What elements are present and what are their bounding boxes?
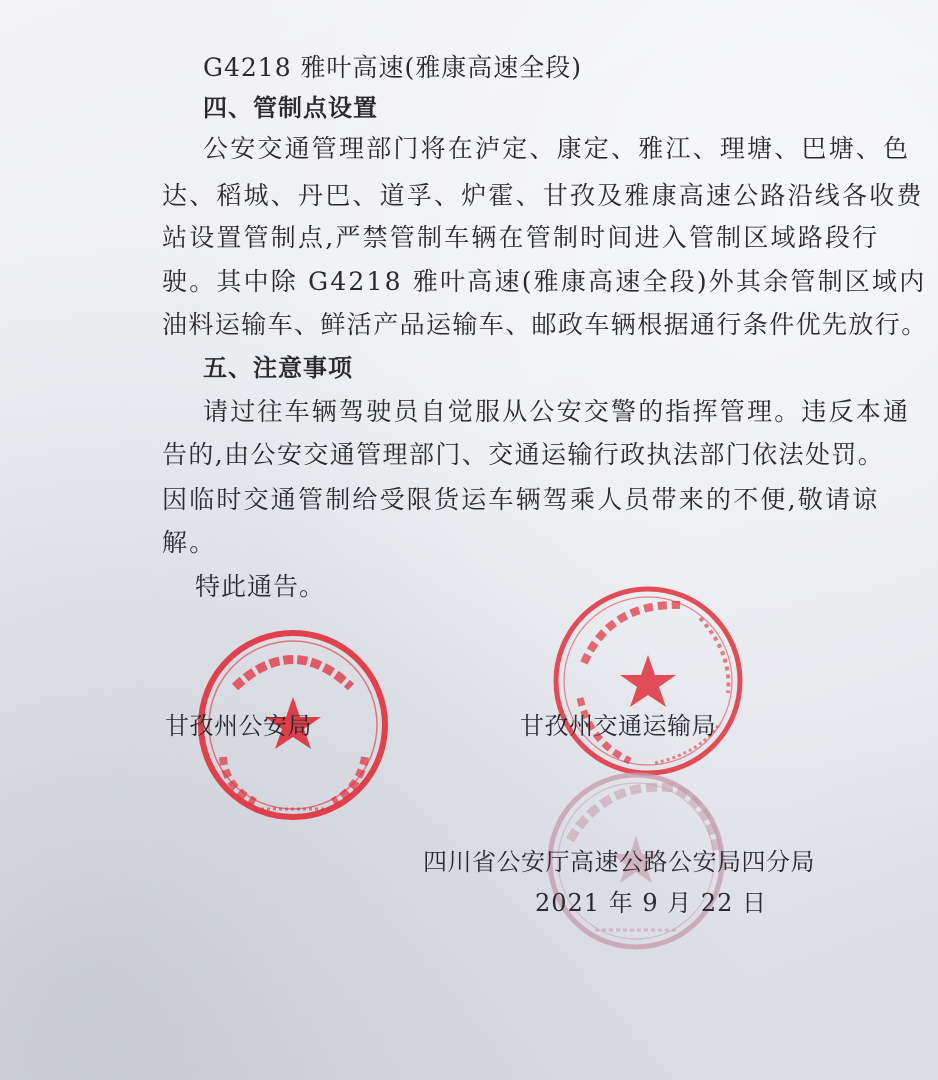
section4-line: 达、稻城、丹巴、道孚、炉霍、甘孜及雅康高速公路沿线各收费: [162, 181, 924, 210]
section5-line: 告的,由公安交通管理部门、交通运输行政执法部门依法处罚。: [162, 440, 885, 469]
document-date: 2021 年 9 月 22 日: [535, 889, 768, 917]
section4-line: 驶。其中除 G4218 雅叶高速(雅康高速全段)外其余管制区域内: [162, 267, 927, 296]
signer-highway-police: 四川省公安厅高速公路公安局四分局: [423, 848, 815, 876]
section5-line: 解。: [162, 528, 217, 557]
section5-heading: 五、注意事项: [203, 354, 353, 382]
section5-line: 请过往车辆驾驶员自觉服从公安交警的指挥管理。违反本通: [203, 397, 911, 426]
section4-heading: 四、管制点设置: [203, 94, 378, 122]
transport-seal: [550, 583, 746, 779]
section4-line: 站设置管制点,严禁管制车辆在管制时间进入管制区域路段行: [162, 223, 880, 252]
signer-police: 甘孜州公安局: [165, 712, 312, 740]
signer-transport: 甘孜州交通运输局: [520, 712, 716, 740]
section5-line: 因临时交通管制给受限货运车辆驾乘人员带来的不便,敬请谅: [162, 485, 880, 514]
section4-line: 公安交通管理部门将在泸定、康定、雅江、理塘、巴塘、色: [203, 134, 911, 163]
closing-text: 特此通告。: [195, 572, 326, 601]
route-line: G4218 雅叶高速(雅康高速全段): [203, 53, 583, 82]
section4-line: 油料运输车、鲜活产品运输车、邮政车辆根据通行条件优先放行。: [162, 310, 928, 339]
